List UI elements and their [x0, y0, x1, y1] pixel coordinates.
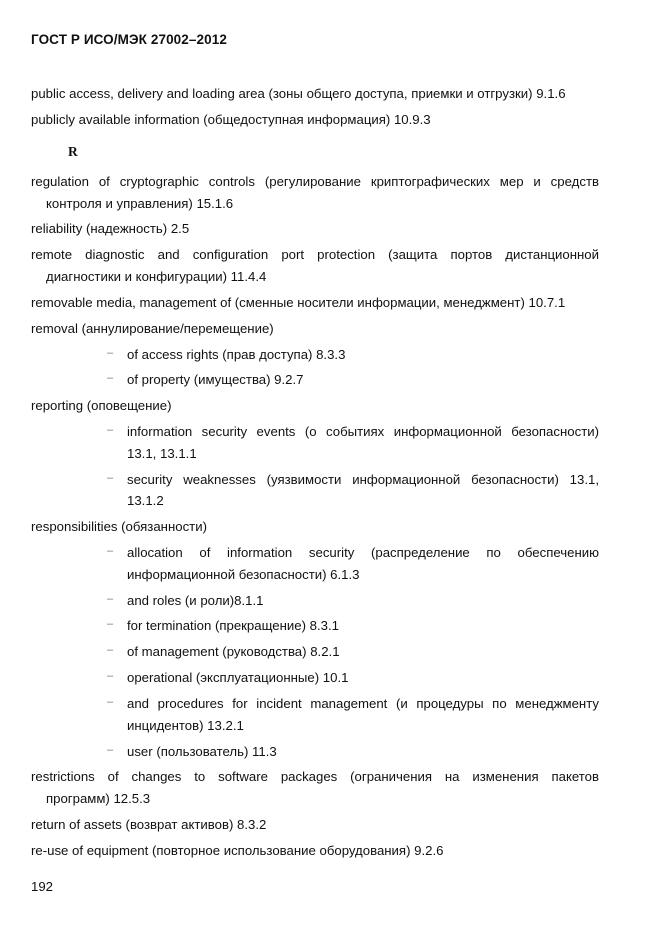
subentry-text: and procedures for incident management (и процедуры по менеджменту [127, 695, 599, 711]
index-entry [31, 246, 599, 286]
index-subentry [31, 643, 599, 661]
subentry-text: allocation of information security (распределение по обеспечению [127, 545, 599, 561]
subentry-continuation: инцидентов) 13.2.1 [127, 717, 244, 733]
section-letter: R [68, 143, 78, 159]
entry-continuation: программ) 12.5.3 [46, 791, 151, 807]
index-entry: removable media, management of (сменные носители информации, менеджмент) 10.7.1 [31, 294, 566, 310]
dash-marker: – [107, 743, 114, 756]
index-entry [31, 768, 599, 808]
index-entry: responsibilities (обязанности) [31, 519, 207, 535]
subentry-text: of property (имущества) 9.2.7 [127, 372, 304, 388]
subentry-text: of access rights (прав доступа) 8.3.3 [127, 346, 346, 362]
index-entry: return of assets (возврат активов) 8.3.2 [31, 816, 267, 832]
subentry-text: information security events (о событиях информационной безопасности) [127, 423, 599, 439]
index-subentry [31, 592, 599, 610]
subentry-text: for termination (прекращение) 8.3.1 [127, 618, 339, 634]
dash-marker: – [107, 471, 114, 484]
subentry-text: security weaknesses (уязвимости информационной безопасности) 13.1, [127, 471, 599, 487]
dash-marker: – [107, 618, 114, 631]
index-subentry [31, 617, 599, 635]
dash-marker: – [107, 670, 114, 683]
dash-marker: – [107, 644, 114, 657]
index-subentry [31, 471, 599, 511]
dash-marker: – [107, 346, 114, 359]
index-subentry [31, 544, 599, 584]
dash-marker: – [107, 372, 114, 385]
index-entry: re-use of equipment (повторное использование оборудования) 9.2.6 [31, 842, 444, 858]
subentry-text: and roles (и роли)8.1.1 [127, 592, 264, 608]
index-entry: reliability (надежность) 2.5 [31, 221, 190, 237]
page-number: 192 [31, 879, 54, 894]
index-entry [31, 173, 599, 213]
subentry-continuation: 13.1, 13.1.1 [127, 445, 197, 461]
index-entry: removal (аннулирование/перемещение) [31, 320, 274, 336]
index-subentry [31, 346, 599, 364]
index-content [31, 85, 599, 868]
index-subentry [31, 423, 599, 463]
dash-marker: – [107, 423, 114, 436]
subentry-continuation: информационной безопасности) 6.1.3 [127, 566, 360, 582]
index-subentry [31, 669, 599, 687]
dash-marker: – [107, 545, 114, 558]
index-entry: reporting (оповещение) [31, 398, 172, 414]
index-entry: public access, delivery and loading area (зоны общего доступа, приемки и отгрузки) 9.1.6 [31, 86, 566, 101]
index-subentry [31, 743, 599, 761]
document-header: ГОСТ Р ИСО/МЭК 27002–2012 [31, 32, 227, 47]
index-subentry [31, 695, 599, 735]
subentry-continuation: 13.1.2 [127, 493, 164, 509]
dash-marker: – [107, 592, 114, 605]
index-subentry [31, 371, 599, 389]
dash-marker: – [107, 695, 114, 708]
subentry-text: operational (эксплуатационные) 10.1 [127, 670, 349, 686]
entry-text: regulation of cryptographic controls (регулирование криптографических мер и средств [31, 173, 599, 189]
subentry-text: of management (руководства) 8.2.1 [127, 644, 340, 660]
entry-continuation: контроля и управления) 15.1.6 [46, 195, 234, 211]
entry-text: restrictions of changes to software packages (ограничения на изменения пакетов [31, 769, 599, 785]
index-entry: publicly available information (общедоступная информация) 10.9.3 [31, 111, 431, 127]
entry-text: remote diagnostic and configuration port protection (защита портов дистанционной [31, 247, 599, 263]
entry-continuation: диагностики и конфигурации) 11.4.4 [46, 269, 267, 285]
subentry-text: user (пользователь) 11.3 [127, 743, 277, 759]
